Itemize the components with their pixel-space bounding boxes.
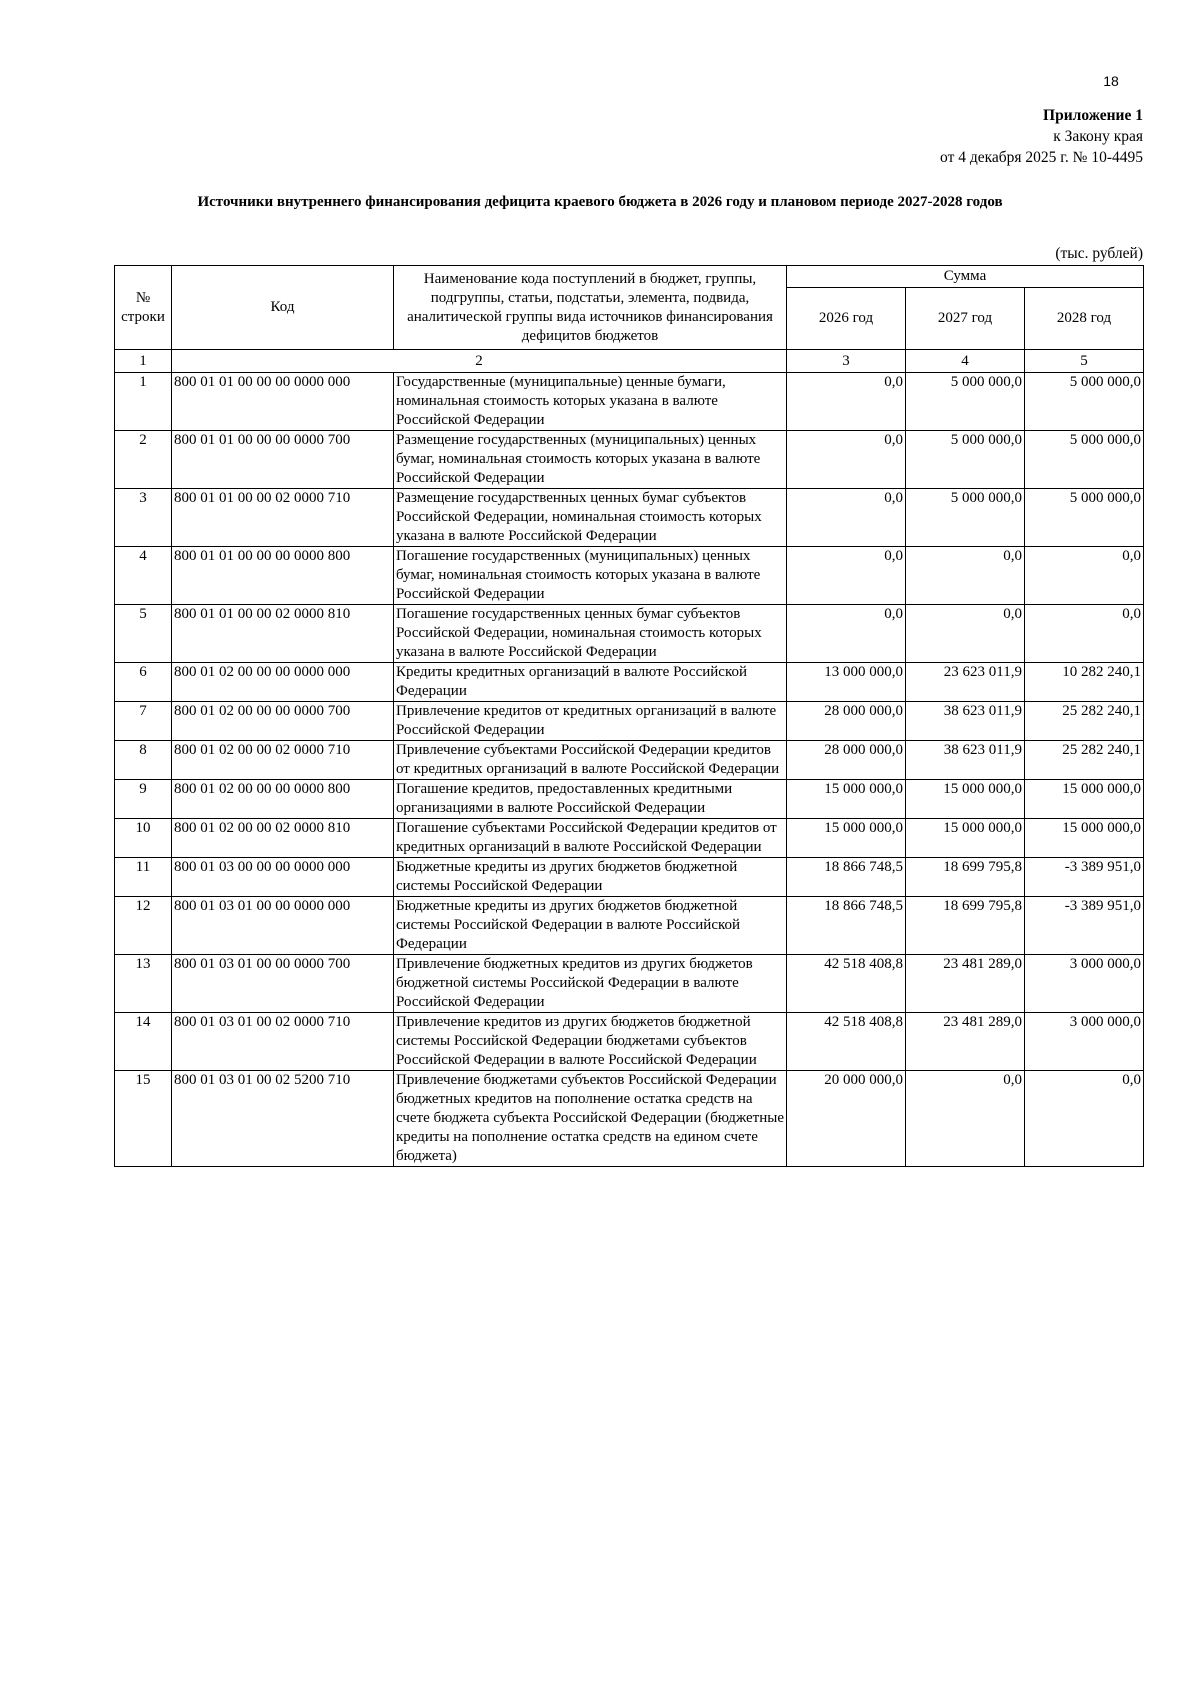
value-2028-cell: -3 389 951,0: [1025, 858, 1144, 897]
table-row: [115, 605, 1144, 663]
value-2026-cell: 0,0: [787, 605, 906, 663]
value-2027-cell: 23 481 289,0: [906, 955, 1025, 1013]
column-number: 1: [115, 350, 172, 373]
table-row: [115, 663, 1144, 702]
document-title: Источники внутреннего финансирования дефицита краевого бюджета в 2026 году и плановом периоде 2027-2028 годов: [197, 194, 1003, 210]
code-cell: 800 01 03 01 00 00 0000 000: [172, 897, 394, 955]
row-number-cell: 4: [115, 547, 172, 605]
value-2027-cell: 18 699 795,8: [906, 897, 1025, 955]
table-row: [115, 858, 1144, 897]
row-number-cell: 14: [115, 1013, 172, 1071]
name-cell: Погашение субъектами Российской Федерации кредитов от кредитных организаций в валюте Российской Федерации: [394, 819, 787, 858]
appendix-line-1: к Закону края: [1053, 128, 1143, 145]
value-2026-cell: 0,0: [787, 489, 906, 547]
name-cell: Погашение кредитов, предоставленных кредитными организациями в валюте Российской Федерации: [394, 780, 787, 819]
name-cell: Привлечение субъектами Российской Федерации кредитов от кредитных организаций в валюте Российской Федерации: [394, 741, 787, 780]
table-row: [115, 897, 1144, 955]
code-cell: 800 01 03 00 00 00 0000 000: [172, 858, 394, 897]
value-2027-cell: 23 481 289,0: [906, 1013, 1025, 1071]
value-2028-cell: 0,0: [1025, 605, 1144, 663]
value-2028-cell: 15 000 000,0: [1025, 819, 1144, 858]
value-2026-cell: 28 000 000,0: [787, 741, 906, 780]
table-row: [115, 819, 1144, 858]
code-cell: 800 01 02 00 00 00 0000 000: [172, 663, 394, 702]
row-number-cell: 7: [115, 702, 172, 741]
value-2027-cell: 15 000 000,0: [906, 819, 1025, 858]
column-number: 2: [172, 350, 787, 373]
name-cell: Погашение государственных ценных бумаг субъектов Российской Федерации, номинальная стоимость которых указана в валюте Российской Федерации: [394, 605, 787, 663]
code-cell: 800 01 02 00 00 02 0000 810: [172, 819, 394, 858]
value-2026-cell: 42 518 408,8: [787, 1013, 906, 1071]
header-sum: Сумма: [787, 266, 1144, 288]
appendix-line-2: от 4 декабря 2025 г. № 10-4495: [940, 149, 1143, 166]
column-number: 5: [1025, 350, 1144, 373]
code-cell: 800 01 01 00 00 02 0000 810: [172, 605, 394, 663]
value-2028-cell: -3 389 951,0: [1025, 897, 1144, 955]
code-cell: 800 01 01 00 00 00 0000 000: [172, 373, 394, 431]
value-2026-cell: 18 866 748,5: [787, 897, 906, 955]
value-2026-cell: 42 518 408,8: [787, 955, 906, 1013]
table-row: [115, 1013, 1144, 1071]
table-row: [115, 489, 1144, 547]
row-number-cell: 6: [115, 663, 172, 702]
name-cell: Привлечение бюджетных кредитов из других бюджетов бюджетной системы Российской Федерации в валюте Российской Федерации: [394, 955, 787, 1013]
name-cell: Размещение государственных ценных бумаг субъектов Российской Федерации, номинальная стоимость которых указана в валюте Российской Федерации: [394, 489, 787, 547]
code-cell: 800 01 01 00 00 00 0000 700: [172, 431, 394, 489]
row-number-cell: 2: [115, 431, 172, 489]
row-number-cell: 3: [115, 489, 172, 547]
value-2027-cell: 38 623 011,9: [906, 702, 1025, 741]
code-cell: 800 01 03 01 00 02 0000 710: [172, 1013, 394, 1071]
value-2027-cell: 5 000 000,0: [906, 373, 1025, 431]
value-2027-cell: 38 623 011,9: [906, 741, 1025, 780]
code-cell: 800 01 03 01 00 02 5200 710: [172, 1071, 394, 1167]
value-2028-cell: 0,0: [1025, 1071, 1144, 1167]
value-2026-cell: 0,0: [787, 373, 906, 431]
header-year-2027: 2027 год: [906, 288, 1025, 350]
table-row: [115, 373, 1144, 431]
name-cell: Погашение государственных (муниципальных) ценных бумаг, номинальная стоимость которых указана в валюте Российской Федерации: [394, 547, 787, 605]
name-cell: Привлечение кредитов от кредитных организаций в валюте Российской Федерации: [394, 702, 787, 741]
value-2027-cell: 5 000 000,0: [906, 431, 1025, 489]
value-2028-cell: 3 000 000,0: [1025, 955, 1144, 1013]
table-body: [115, 373, 1144, 1167]
row-number-cell: 10: [115, 819, 172, 858]
row-number-cell: 15: [115, 1071, 172, 1167]
row-number-cell: 13: [115, 955, 172, 1013]
column-number: 3: [787, 350, 906, 373]
value-2028-cell: 15 000 000,0: [1025, 780, 1144, 819]
value-2028-cell: 5 000 000,0: [1025, 489, 1144, 547]
value-2028-cell: 25 282 240,1: [1025, 702, 1144, 741]
row-number-cell: 9: [115, 780, 172, 819]
name-cell: Бюджетные кредиты из других бюджетов бюджетной системы Российской Федерации: [394, 858, 787, 897]
row-number-cell: 8: [115, 741, 172, 780]
column-number: 4: [906, 350, 1025, 373]
name-cell: Привлечение бюджетами субъектов Российской Федерации бюджетных кредитов на пополнение остатка средств на счете бюджета субъекта Российской Федерации (бюджетные кредиты на пополнение остатка средств на едином счете бюджета): [394, 1071, 787, 1167]
page-number: 18: [1103, 73, 1119, 89]
financing-table: [114, 265, 1144, 1167]
row-number-cell: 11: [115, 858, 172, 897]
code-cell: 800 01 03 01 00 00 0000 700: [172, 955, 394, 1013]
row-number-cell: 1: [115, 373, 172, 431]
value-2026-cell: 15 000 000,0: [787, 780, 906, 819]
name-cell: Государственные (муниципальные) ценные бумаги, номинальная стоимость которых указана в валюте Российской Федерации: [394, 373, 787, 431]
value-2027-cell: 0,0: [906, 547, 1025, 605]
header-year-2028: 2028 год: [1025, 288, 1144, 350]
appendix-block: [940, 105, 1143, 168]
table-row: [115, 741, 1144, 780]
code-cell: 800 01 02 00 00 00 0000 700: [172, 702, 394, 741]
header-year-2026: 2026 год: [787, 288, 906, 350]
row-number-cell: 12: [115, 897, 172, 955]
value-2028-cell: 3 000 000,0: [1025, 1013, 1144, 1071]
value-2027-cell: 23 623 011,9: [906, 663, 1025, 702]
value-2026-cell: 0,0: [787, 547, 906, 605]
value-2028-cell: 5 000 000,0: [1025, 431, 1144, 489]
value-2027-cell: 0,0: [906, 1071, 1025, 1167]
value-2028-cell: 10 282 240,1: [1025, 663, 1144, 702]
code-cell: 800 01 01 00 00 00 0000 800: [172, 547, 394, 605]
table-header: [115, 266, 1144, 373]
value-2027-cell: 18 699 795,8: [906, 858, 1025, 897]
header-code: Код: [172, 266, 394, 350]
value-2028-cell: 25 282 240,1: [1025, 741, 1144, 780]
name-cell: Размещение государственных (муниципальных) ценных бумаг, номинальная стоимость которых указана в валюте Российской Федерации: [394, 431, 787, 489]
table-row: [115, 547, 1144, 605]
table-row: [115, 1071, 1144, 1167]
code-cell: 800 01 02 00 00 02 0000 710: [172, 741, 394, 780]
table-row: [115, 955, 1144, 1013]
value-2026-cell: 28 000 000,0: [787, 702, 906, 741]
value-2027-cell: 5 000 000,0: [906, 489, 1025, 547]
header-row-number: № строки: [115, 266, 172, 350]
value-2026-cell: 15 000 000,0: [787, 819, 906, 858]
value-2026-cell: 13 000 000,0: [787, 663, 906, 702]
value-2026-cell: 18 866 748,5: [787, 858, 906, 897]
name-cell: Бюджетные кредиты из других бюджетов бюджетной системы Российской Федерации в валюте Российской Федерации: [394, 897, 787, 955]
table-row: [115, 431, 1144, 489]
value-2028-cell: 5 000 000,0: [1025, 373, 1144, 431]
value-2027-cell: 0,0: [906, 605, 1025, 663]
header-name: Наименование кода поступлений в бюджет, группы, подгруппы, статьи, подстатьи, элемента, подвида, аналитической группы вида источников финансирования дефицитов бюджетов: [394, 266, 787, 350]
units-label: (тыс. рублей): [1055, 245, 1143, 262]
value-2027-cell: 15 000 000,0: [906, 780, 1025, 819]
code-cell: 800 01 01 00 00 02 0000 710: [172, 489, 394, 547]
value-2028-cell: 0,0: [1025, 547, 1144, 605]
value-2026-cell: 20 000 000,0: [787, 1071, 906, 1167]
name-cell: Кредиты кредитных организаций в валюте Российской Федерации: [394, 663, 787, 702]
table-row: [115, 780, 1144, 819]
code-cell: 800 01 02 00 00 00 0000 800: [172, 780, 394, 819]
name-cell: Привлечение кредитов из других бюджетов бюджетной системы Российской Федерации бюджетами субъектов Российской Федерации в валюте Российской Федерации: [394, 1013, 787, 1071]
value-2026-cell: 0,0: [787, 431, 906, 489]
table-row: [115, 702, 1144, 741]
appendix-title: Приложение 1: [1043, 107, 1143, 124]
row-number-cell: 5: [115, 605, 172, 663]
